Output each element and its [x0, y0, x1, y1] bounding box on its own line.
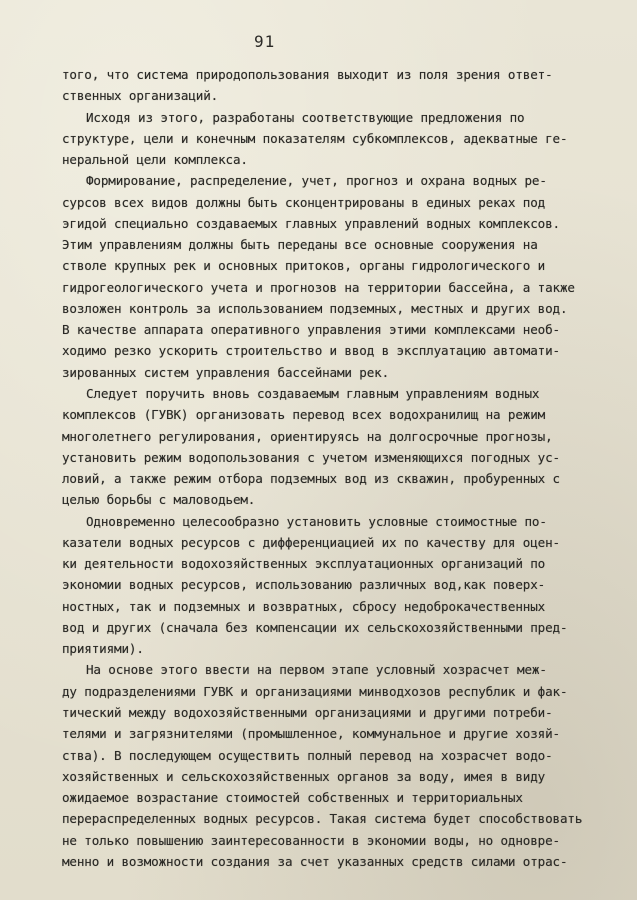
text-line: Одновременно целесообразно установить условные стоимостные по- — [86, 513, 547, 529]
text-line: На основе этого ввести на первом этапе условный хозрасчет меж- — [86, 662, 547, 678]
text-line: телями и загрязнителями (промышленное, коммунальное и другие хозяй- — [62, 726, 560, 742]
text-line: ду подразделениями ГУВК и организациями минводхозов республик и фак- — [62, 683, 568, 699]
text-line: казатели водных ресурсов с дифференциацией их по качеству для оцен- — [62, 534, 560, 550]
text-line: комплексов (ГУВК) организовать перевод всех водохранилищ на режим — [62, 407, 546, 423]
text-line: экономии водных ресурсов, использованию различных вод,как поверх- — [62, 577, 546, 593]
text-line: Этим управлениям должны быть переданы все основные сооружения на — [62, 237, 538, 253]
text-line: ходимо резко ускорить строительство и ввод в эксплуатацию автомати- — [62, 343, 560, 359]
text-line: целью борьбы с маловодьем. — [62, 492, 256, 508]
text-line: ностных, так и подземных и возвратных, сбросу недоброкачественных — [62, 598, 546, 614]
text-line: ки деятельности водохозяйственных эксплуатационных организаций по — [62, 556, 546, 572]
body-text — [62, 64, 617, 872]
text-line: перераспределенных водных ресурсов. Такая система будет способствовать — [62, 811, 583, 827]
text-line: ловий, а также режим отбора подземных вод из скважин, пробуренных с — [62, 471, 560, 487]
text-line: стволе крупных рек и основных притоков, органы гидрологического и — [62, 258, 546, 274]
text-line: ожидаемое возрастание стоимостей собственных и территориальных — [62, 790, 523, 806]
text-line: Формирование, распределение, учет, прогноз и охрана водных ре- — [86, 173, 547, 189]
text-line: установить режим водопользования с учетом изменяющихся погодных ус- — [62, 449, 560, 465]
text-line: ственных организаций. — [62, 88, 219, 104]
text-line: хозяйственных и сельскохозяйственных органов за воду, имея в виду — [62, 768, 546, 784]
text-line: В качестве аппарата оперативного управления этими комплексами необ- — [62, 322, 560, 338]
text-line: структуре, цели и конечным показателям субкомплексов, адекватные ге- — [62, 130, 568, 146]
text-line: вод и других (сначала без компенсации их сельскохозяйственными пред- — [62, 619, 568, 635]
text-line: ства). В последующем осуществить полный перевод на хозрасчет водо- — [62, 747, 553, 763]
text-line: приятиями). — [62, 641, 144, 657]
text-line: сурсов всех видов должны быть сконцентрированы в единых реках под — [62, 194, 546, 210]
text-line: не только повышению заинтересованности в экономии воды, но одновре- — [62, 832, 560, 848]
page-number: 91 — [254, 32, 276, 51]
text-line: многолетнего регулирования, ориентируясь на долгосрочные прогнозы, — [62, 428, 553, 444]
text-line: неральной цели комплекса. — [62, 152, 248, 168]
text-line: Исходя из этого, разработаны соответствующие предложения по — [86, 109, 525, 125]
text-line: возложен контроль за использованием подземных, местных и других вод. — [62, 300, 568, 316]
text-line: тический между водохозяйственными организациями и другими потреби- — [62, 704, 553, 720]
text-line: зированных систем управления бассейнами рек. — [62, 364, 390, 380]
text-line: Следует поручить вновь создаваемым главным управлениям водных — [86, 385, 540, 401]
text-line: гидрогеологического учета и прогнозов на территории бассейна, а также — [62, 279, 575, 295]
text-line: менно и возможности создания за счет указанных средств силами отрас- — [62, 853, 568, 869]
text-line: того, что система природопользования выходит из поля зрения ответ- — [62, 67, 553, 82]
text-line: эгидой специально создаваемых главных управлений водных комплексов. — [62, 215, 560, 231]
